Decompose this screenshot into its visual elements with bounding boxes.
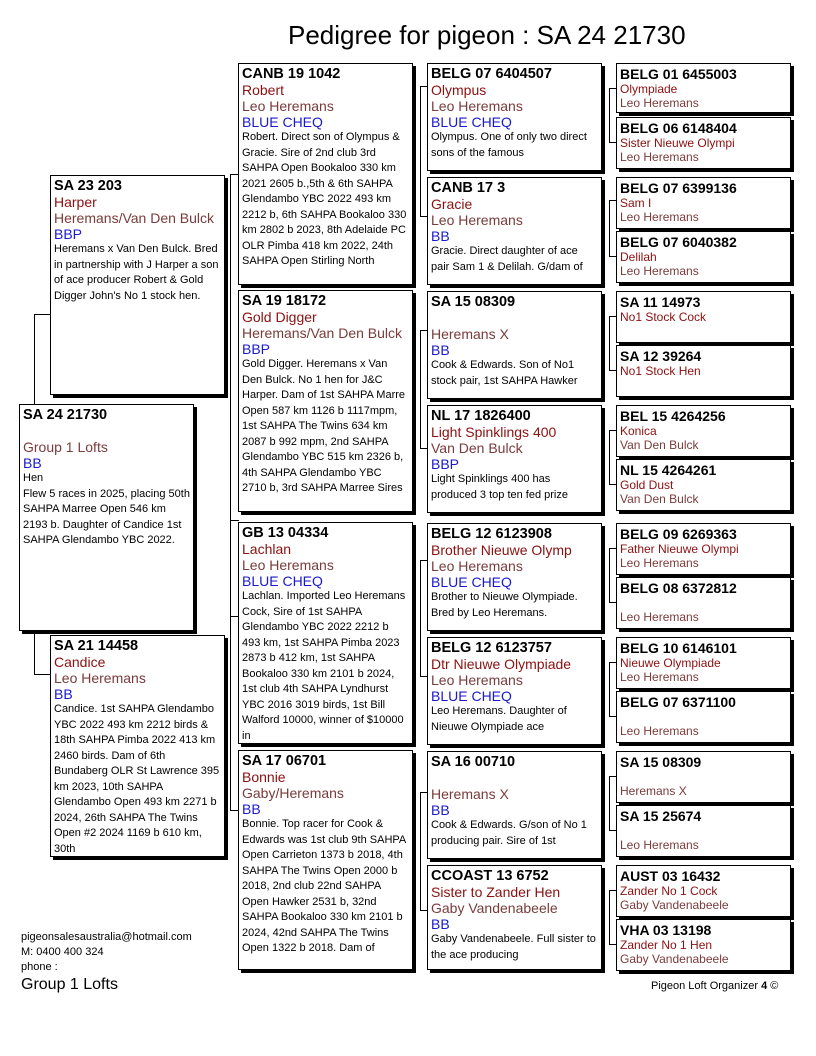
ring-number: BELG 12 6123908 xyxy=(431,526,552,542)
pigeon-name: Light Spinklings 400 xyxy=(431,424,557,440)
pigeon-name: Sister Nieuwe Olympi xyxy=(620,136,735,150)
contact-mobile: M: 0400 400 324 xyxy=(21,946,104,958)
breeder: Leo Heremans xyxy=(620,264,699,278)
ring-number: SA 15 25674 xyxy=(620,808,702,824)
notes: Cook & Edwards. G/son of No 1 producing pair. Sire of 1st xyxy=(431,819,587,847)
pigeon-name: No1 Stock Hen xyxy=(620,364,701,378)
breeder: Leo Heremans xyxy=(431,212,523,228)
ring-number: SA 19 18172 xyxy=(242,293,327,309)
gen4-card[interactable] xyxy=(427,865,602,970)
breeder: Leo Heremans xyxy=(54,670,146,686)
ring-number: BELG 01 6455003 xyxy=(620,66,737,82)
gen5-card[interactable] xyxy=(616,117,791,169)
ring-number: SA 17 06701 xyxy=(242,753,327,769)
breeder: Van Den Bulck xyxy=(620,438,699,452)
pigeon-name xyxy=(620,770,787,784)
ring-number: SA 15 08309 xyxy=(620,754,702,770)
pigeon-name: Dtr Nieuwe Olympiade xyxy=(431,656,572,672)
color: BB xyxy=(242,801,261,817)
pigeon-name: Olympiade xyxy=(620,82,678,96)
gen4-card[interactable] xyxy=(427,637,602,745)
notes: Cook & Edwards. Son of No1 stock pair, 1st SAHPA Hawker xyxy=(431,359,578,387)
ring-number: BELG 08 6372812 xyxy=(620,580,737,596)
ring-number: SA 16 00710 xyxy=(431,754,516,770)
pigeon-name: Sister to Zander Hen xyxy=(431,884,561,900)
pigeon-name: Nieuwe Olympiade xyxy=(620,656,721,670)
breeder: Leo Heremans xyxy=(242,98,334,114)
breeder: Heremans X xyxy=(431,326,509,342)
color: BLUE CHEQ xyxy=(431,688,512,704)
color: BLUE CHEQ xyxy=(242,573,323,589)
color: BBP xyxy=(242,341,271,357)
gen4-card[interactable] xyxy=(427,523,602,631)
ring-number: GB 13 04334 xyxy=(242,525,329,541)
pigeon-name xyxy=(620,596,787,610)
contact-phone: phone : xyxy=(21,961,58,973)
notes: Light Spinklings 400 has produced 3 top ten fed prize xyxy=(431,473,568,501)
ring-number: SA 23 203 xyxy=(54,178,122,194)
ring-number: BEL 15 4264256 xyxy=(620,408,726,424)
gen5-card[interactable] xyxy=(616,805,791,857)
gen5-card[interactable] xyxy=(616,751,791,803)
breeder: Leo Heremans xyxy=(431,558,523,574)
color: BLUE CHEQ xyxy=(431,114,512,130)
ring-number: BELG 06 6148404 xyxy=(620,120,737,136)
ring-number: VHA 03 13198 xyxy=(620,922,712,938)
color: BBP xyxy=(54,226,83,242)
gen5-card[interactable] xyxy=(616,63,791,113)
ring-number: BELG 07 6399136 xyxy=(620,180,737,196)
breeder: Leo Heremans xyxy=(620,838,699,852)
breeder: Leo Heremans xyxy=(620,610,699,624)
pigeon-name: Delilah xyxy=(620,250,657,264)
pigeon-name: Olympus xyxy=(431,82,487,98)
owner-name: Group 1 Lofts xyxy=(21,976,118,993)
subject-card[interactable] xyxy=(19,404,194,631)
gen5-card[interactable] xyxy=(616,523,791,575)
ring-number: AUST 03 16432 xyxy=(620,868,721,884)
gen3-card[interactable] xyxy=(238,522,413,744)
breeder: Leo Heremans xyxy=(242,557,334,573)
copyright-symbol: © xyxy=(770,980,779,992)
pigeon-name: Konica xyxy=(620,424,657,438)
color: BBP xyxy=(431,456,460,472)
pigeon-name: Gracie xyxy=(431,196,473,212)
ring-number: NL 15 4264261 xyxy=(620,462,717,478)
gen5-card[interactable] xyxy=(616,865,791,917)
pigeon-name: Bonnie xyxy=(242,769,286,785)
pigeon-name: Gold Dust xyxy=(620,478,674,492)
pigeon-name: Gold Digger xyxy=(242,309,317,325)
gen5-card[interactable] xyxy=(616,919,791,971)
gen4-card[interactable] xyxy=(427,177,602,285)
ring-number: SA 12 39264 xyxy=(620,348,702,364)
gen4-card[interactable] xyxy=(427,751,602,859)
pigeon-name: No1 Stock Cock xyxy=(620,310,707,324)
ring-number: CANB 17 3 xyxy=(431,180,506,196)
pigeon-name: Lachlan xyxy=(242,541,292,557)
gen5-card[interactable] xyxy=(616,459,791,511)
breeder: Heremans X xyxy=(431,786,509,802)
dam-card[interactable] xyxy=(50,635,225,857)
gen3-card[interactable] xyxy=(238,290,413,512)
breeder: Gaby/Heremans xyxy=(242,785,344,801)
breeder: Gaby Vandenabeele xyxy=(620,952,729,966)
notes: Gold Digger. Heremans x Van Den Bulck. No 1 hen for J&C Harper. Dam of 1st SAHPA Marre Open 587 km 1126 b 1117mpm, 1st SAHPA The Twins 634 km 2087 b 992 mpm, 2nd SAHPA Glendambo YBC 515 km 2326 b, 4th SAHPA Glendambo YBC 2710 b, 3rd SAHPA Marree Sires xyxy=(242,358,406,494)
pigeon-name: Father Nieuwe Olympi xyxy=(620,542,739,556)
sire-card[interactable] xyxy=(50,175,225,395)
ring-number: BELG 07 6040382 xyxy=(620,234,737,250)
breeder: Leo Heremans xyxy=(620,556,699,570)
ring-number: SA 15 08309 xyxy=(431,294,516,310)
breeder: Heremans/Van Den Bulck xyxy=(54,210,215,226)
breeder: Gaby Vandenabeele xyxy=(431,900,558,916)
gen5-card[interactable] xyxy=(616,691,791,743)
gen5-card[interactable] xyxy=(616,291,791,343)
gen5-card[interactable] xyxy=(616,577,791,629)
ring-number: BELG 09 6269363 xyxy=(620,526,737,542)
notes: Bonnie. Top racer for Cook & Edwards was 1st club 9th SAHPA Open Carrieton 1373 b 2018, 4th SAHPA The Twins Open 2000 b 2018, 2nd club 22nd SAHPA Open Hawker 2531 b, 32nd SAHPA Bookaloo 330 km 2101 b 2024, 42nd SAHPA The Twins Open 1322 b 2018. Dam of xyxy=(242,818,406,954)
gen4-card[interactable] xyxy=(427,63,602,171)
breeder: Van Den Bulck xyxy=(620,492,699,506)
gen3-card[interactable] xyxy=(238,750,413,970)
color: BLUE CHEQ xyxy=(242,114,323,130)
pigeon-name xyxy=(620,824,787,838)
gen5-card[interactable] xyxy=(616,345,791,397)
breeder: Leo Heremans xyxy=(620,670,699,684)
pigeon-name xyxy=(431,310,598,326)
gen4-card[interactable] xyxy=(427,291,602,399)
breeder: Leo Heremans xyxy=(431,98,523,114)
ring-number: BELG 07 6371100 xyxy=(620,694,736,710)
pigeon-name: Candice xyxy=(54,654,106,670)
breeder: Gaby Vandenabeele xyxy=(620,898,729,912)
color: BB xyxy=(431,342,450,358)
contact-email: pigeonsalesaustralia@hotmail.com xyxy=(21,931,192,943)
color: BLUE CHEQ xyxy=(431,574,512,590)
color: BB xyxy=(54,686,73,702)
breeder: Leo Heremans xyxy=(620,210,699,224)
gen5-card[interactable] xyxy=(616,177,791,229)
breeder: Leo Heremans xyxy=(431,672,523,688)
breeder: Group 1 Lofts xyxy=(23,439,108,455)
pigeon-name: Zander No 1 Hen xyxy=(620,938,713,952)
breeder: Van Den Bulck xyxy=(431,440,523,456)
pigeon-name: Robert xyxy=(242,82,285,98)
contact-block xyxy=(21,930,192,975)
notes: Hen Flew 5 races in 2025, placing 50th SAHPA Marree Open 546 km 2193 b. Daughter of Candice 1st SAHPA Glendambo YBC 2022. xyxy=(23,472,190,546)
ring-number: NL 17 1826400 xyxy=(431,408,531,424)
breeder: Leo Heremans xyxy=(620,724,699,738)
ring-number: BELG 07 6404507 xyxy=(431,66,552,82)
breeder: Leo Heremans xyxy=(620,96,699,110)
ring-number: SA 24 21730 xyxy=(23,407,108,423)
notes: Lachlan. Imported Leo Heremans Cock, Sire of 1st SAHPA Glendambo YBC 2022 2212 b 493 km, 1st SAHPA Pimba 2023 2873 b 412 km, 1st SAHPA Bookaloo 330 km 2101 b 2024, 1st club 4th SAHPA Lyndhurst YBC 2016 3019 birds, 1st Bill Walford 10000, winner of $10000 in xyxy=(242,590,406,742)
breeder: Leo Heremans xyxy=(620,150,699,164)
notes: Gaby Vandenabeele. Full sister to the ace producing xyxy=(431,933,596,961)
pigeon-name: Zander No 1 Cock xyxy=(620,884,718,898)
software-version: 4 xyxy=(761,980,768,992)
gen3-card[interactable] xyxy=(238,63,413,285)
pigeon-name xyxy=(431,770,598,786)
notes: Candice. 1st SAHPA Glendambo YBC 2022 493 km 2212 birds & 18th SAHPA Pimba 2022 413 km 2460 birds. Dam of 6th Bundaberg OLR St Lawrence 395 km 2023, 10th SAHPA Glendambo Open 493 km 2271 b 2024, 26th SAHPA The Twins Open #2 2024 1169 b 610 km, 30th xyxy=(54,703,220,855)
gen5-card[interactable] xyxy=(616,405,791,457)
gen5-card[interactable] xyxy=(616,231,791,283)
pigeon-name: Sam I xyxy=(620,196,652,210)
notes: Brother to Nieuwe Olympiade. Bred by Leo Heremans. xyxy=(431,591,578,619)
ring-number: CCOAST 13 6752 xyxy=(431,868,549,884)
software-name: Pigeon Loft Organizer xyxy=(651,980,759,992)
color: BB xyxy=(431,802,450,818)
color: BB xyxy=(431,916,450,932)
notes: Leo Heremans. Daughter of Nieuwe Olympiade ace xyxy=(431,705,567,733)
color: BB xyxy=(431,228,450,244)
ring-number: BELG 10 6146101 xyxy=(620,640,737,656)
notes: Olympus. One of only two direct sons of the famous xyxy=(431,131,587,159)
pigeon-name: Brother Nieuwe Olymp xyxy=(431,542,572,558)
page-title: Pedigree for pigeon : SA 24 21730 xyxy=(288,20,686,50)
pigeon-name xyxy=(23,423,190,439)
notes: Heremans x Van Den Bulck. Bred in partnership with J Harper a son of ace producer Robert & Gold Digger John's No 1 stock hen. xyxy=(54,243,219,302)
software-credit xyxy=(651,980,778,992)
breeder: Heremans X xyxy=(620,784,687,798)
ring-number: SA 11 14973 xyxy=(620,294,701,310)
pigeon-name: Harper xyxy=(54,194,97,210)
gen5-card[interactable] xyxy=(616,637,791,689)
breeder: Heremans/Van Den Bulck xyxy=(242,325,403,341)
notes: Gracie. Direct daughter of ace pair Sam 1 & Delilah. G/dam of xyxy=(431,245,583,273)
color: BB xyxy=(23,455,42,471)
ring-number: SA 21 14458 xyxy=(54,638,139,654)
notes: Robert. Direct son of Olympus & Gracie. Sire of 2nd club 3rd SAHPA Open Bookaloo 330 km 2021 2605 b.,5th & 6th SAHPA Glendambo YBC 2022 493 km 2212 b, 6th SAHPA Bookaloo 330 km 2802 b 2023, 8th Adelaide PC OLR Pimba 418 km 2022, 24th SAHPA Open Stirling North xyxy=(242,131,407,267)
pigeon-name xyxy=(620,710,787,724)
ring-number: CANB 19 1042 xyxy=(242,66,341,82)
gen4-card[interactable] xyxy=(427,405,602,513)
ring-number: BELG 12 6123757 xyxy=(431,640,552,656)
